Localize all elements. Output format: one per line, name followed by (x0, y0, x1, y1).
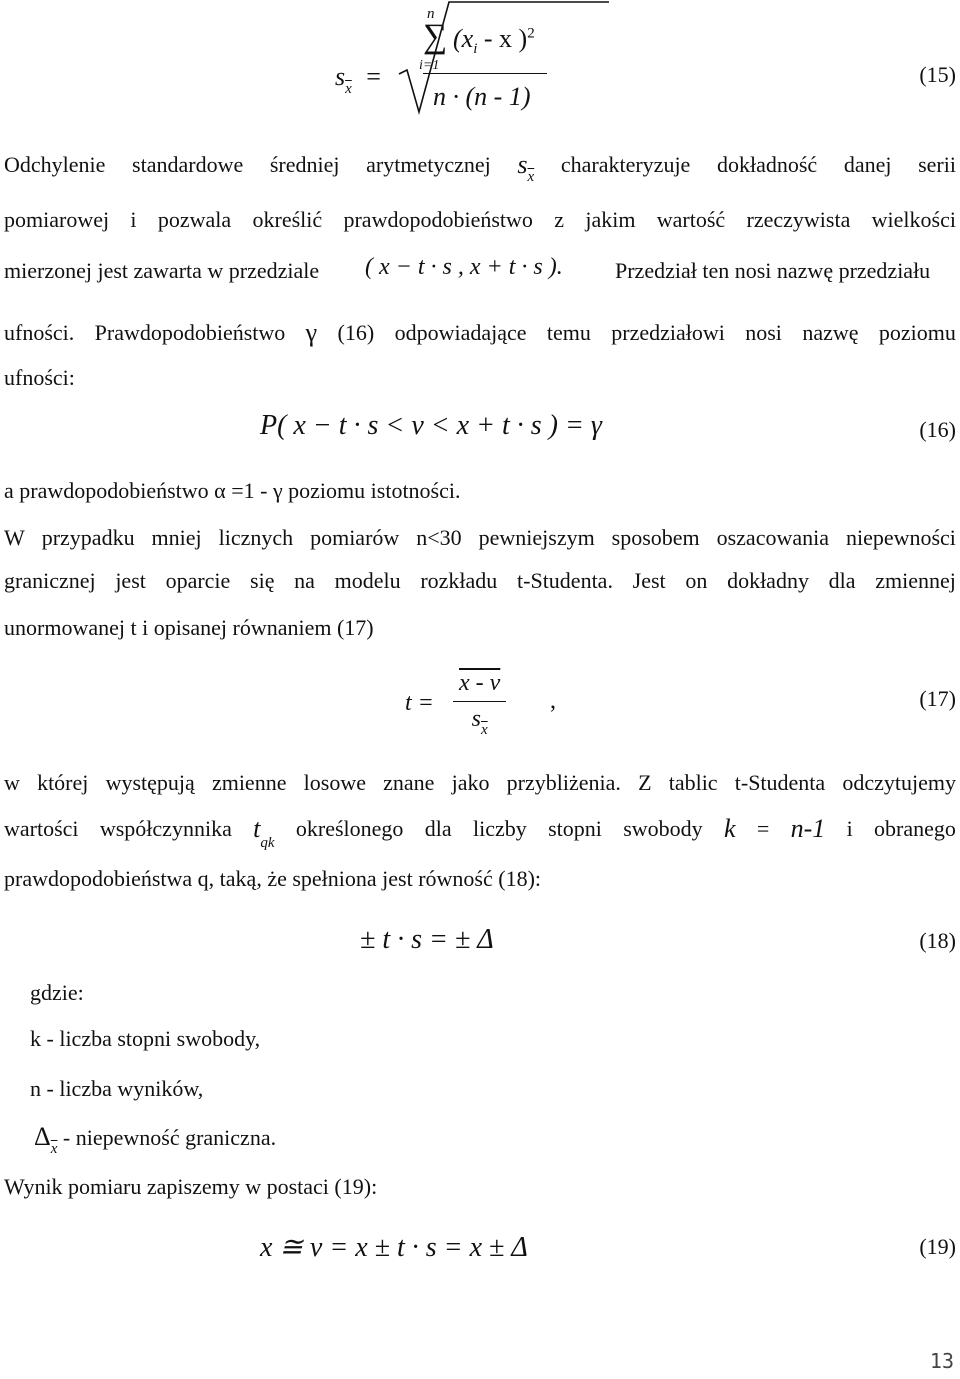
where-title: gdzie: (30, 980, 84, 1005)
p2-line-1: W przypadku mniej licznych pomiarów n<30 pewniejszym sposobem oszacowania niepewności (4, 525, 956, 550)
eq16-number: (16) (919, 417, 956, 442)
eq15-number: (15) (919, 62, 956, 87)
result-line: Wynik pomiaru zapiszemy w postaci (19): (4, 1174, 378, 1199)
page-number: 13 (929, 1349, 954, 1373)
p3-line-2: wartości współczynnika $t_{qk}$ określonego dla liczby stopni swobody k = n-1 i obranego (4, 814, 956, 851)
p1-line-2: pomiarowej i pozwala określić prawdopodobieństwo z jakim wartość rzeczywista wielkości (4, 207, 956, 232)
eq18-number: (18) (919, 928, 956, 953)
equation-19: x ≅ ν = x ± t · s = x ± Δ (260, 1232, 528, 1263)
eq19-number: (19) (919, 1234, 956, 1259)
equation-17: t = $\frac{x - \nu}{s_{\overline{x}}}$ , (405, 670, 556, 738)
p1-line-3-right: Przedział ten nosi nazwę przedziału (615, 258, 931, 283)
equation-16: P( x − t · s < ν < x + t · s ) = γ (260, 410, 602, 441)
p2-line-2: granicznej jest oparcie się na modelu rozkładu t-Studenta. Jest on dokładny dla zmiennej (4, 568, 956, 593)
where-n: n - liczba wyników, (30, 1076, 204, 1101)
interval-expression: ( x − t · s , x + t · s ). (365, 254, 563, 280)
p3-line-1: w której występują zmienne losowe znane jako przybliżenia. Z tablic t-Studenta odczytujemy (4, 770, 956, 795)
p1-line-4: ufności. Prawdopodobieństwo γ (16) odpowiadające temu przedziałowi nosi nazwę poziomu (4, 318, 956, 347)
p1-line-5: ufności: (4, 365, 75, 390)
equation-18: ± t · s = ± Δ (360, 924, 494, 955)
p3-line-3: prawdopodobieństwa q, taką, że spełniona jest równość (18): (4, 866, 542, 891)
equation-15: $s_{\overline{x}}$ = n ∑ i=1 ($x_i$ - x )$^2$ n · (n - 1) (335, 0, 715, 120)
where-delta: $\Delta_{\overline{x}}$ - niepewność graniczna. (34, 1122, 277, 1157)
eq15-lhs: s (335, 62, 346, 91)
p1-line-3-left: mierzonej jest zawarta w przedziale (4, 258, 320, 283)
p1-line-1: Odchylenie standardowe średniej arytmetycznej $s_{\overline{x}}$ charakteryzuje dokładność danej serii (4, 150, 956, 185)
p2-line-3: unormowanej t i opisanej równaniem (17) (4, 615, 374, 640)
eq17-number: (17) (919, 686, 956, 711)
alpha-line: a prawdopodobieństwo α =1 - γ poziomu istotności. (4, 478, 461, 503)
where-k: k - liczba stopni swobody, (30, 1026, 261, 1051)
